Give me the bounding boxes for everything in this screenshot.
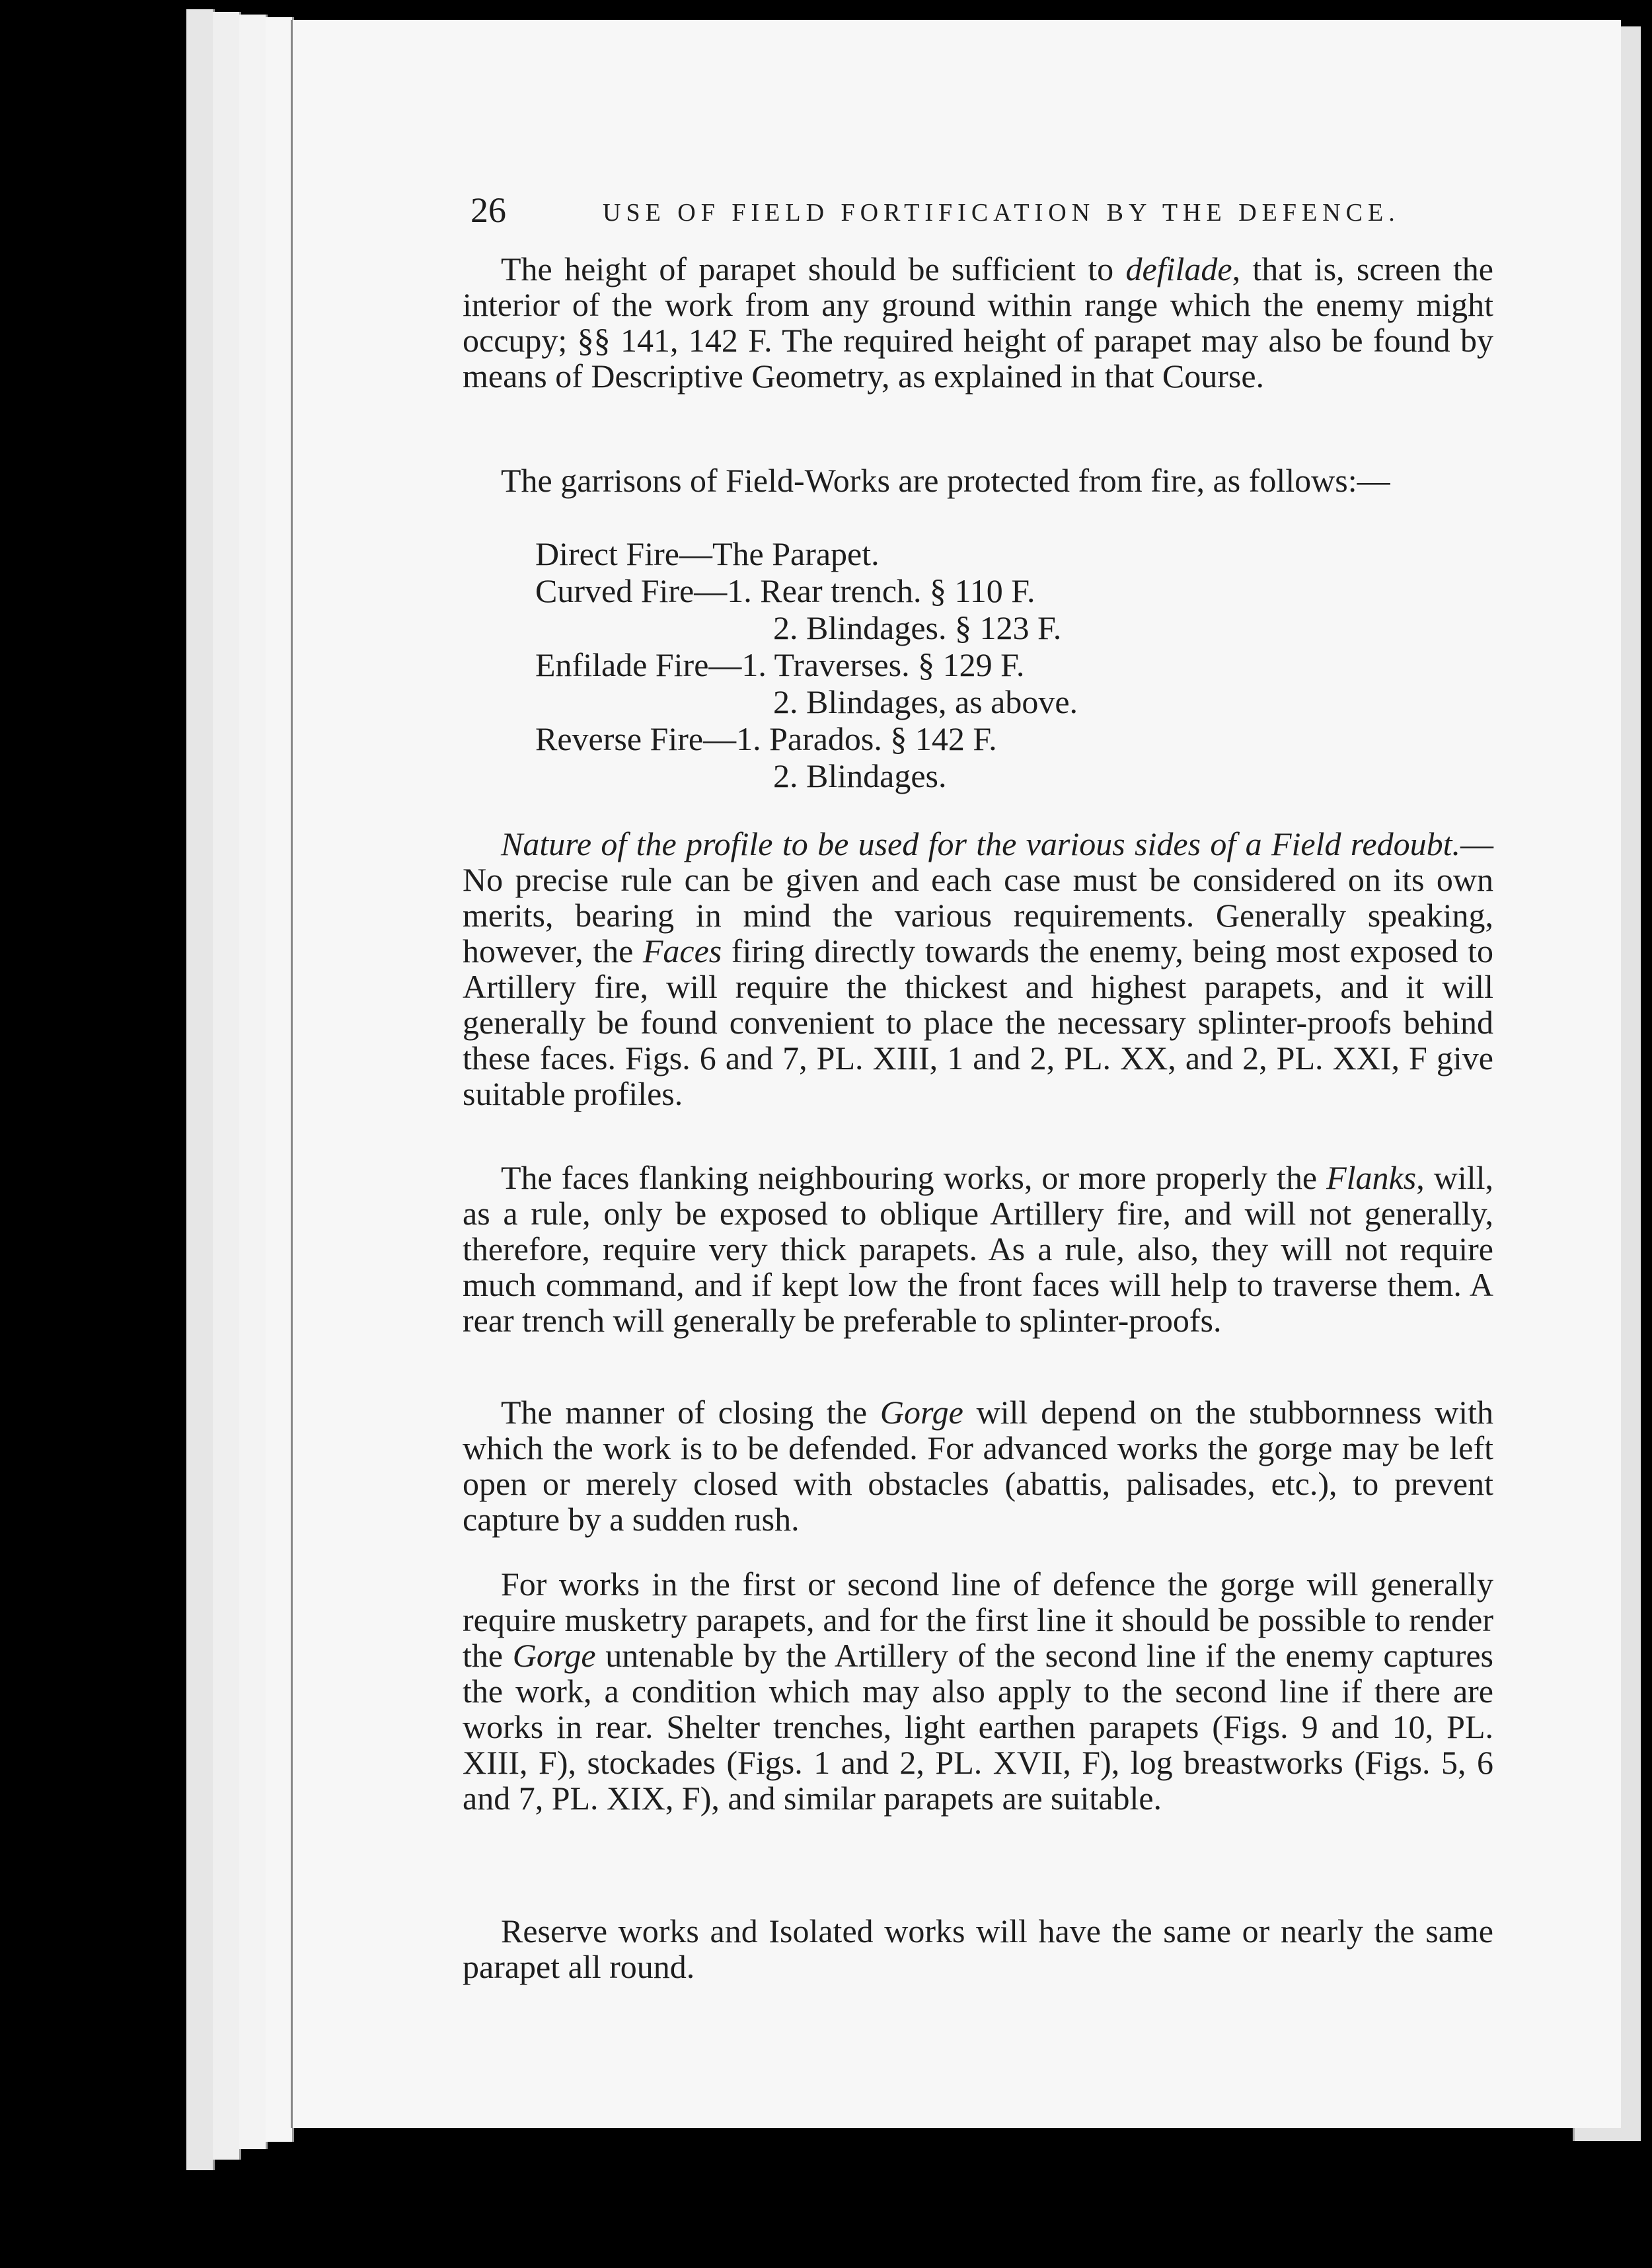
running-title: USE OF FIELD FORTIFICATION BY THE DEFENCE. [603, 199, 1400, 227]
list-item: 2. Blindages. [773, 757, 947, 794]
paragraph-reserve-works: Reserve works and Isolated works will have the same or nearly the same parapet all round. [463, 1912, 1493, 1985]
page-edge [213, 12, 241, 2160]
paragraph-flanks: The faces flanking neighbouring works, or more properly the Flanks, will, as a rule, only be exposed to oblique Artillery fire, and will not generally, therefore, require very thick parapets. As a rule, also, they will not require much command, and if kept low the front faces will help to traverse them. A rear trench will generally be preferable to splinter-proofs. [463, 1159, 1493, 1339]
paragraph-gorge: The manner of closing the Gorge will depend on the stubbornness with which the work is to be defended. For advanced works the gorge may be left open or merely closed with obstacles (abattis, palisades, etc.), to prevent capture by a sudden rush. [463, 1394, 1493, 1538]
list-item: 2. Blindages. § 123 F. [773, 609, 1062, 646]
paragraph-garrisons: The garrisons of Field-Works are protected from fire, as follows:— [501, 462, 1390, 499]
list-item: Direct Fire—The Parapet. [535, 535, 880, 572]
page-edge [239, 15, 268, 2149]
list-item: Enfilade Fire—1. Traverses. § 129 F. [535, 646, 1025, 683]
paragraph-profile: Nature of the profile to be used for the various sides of a Field redoubt.—No precise rule can be given and each case must be considered on its own merits, bearing in mind the various requirements. Generally speaking, however, the Faces firing directly towards the enemy, being most exposed to Artillery fire, will require the thickest and highest parapets, and it will generally be found convenient to place the necessary splinter-proofs behind these faces. Figs. 6 and 7, PL. XIII, 1 and 2, PL. XX, and 2, PL. XXI, F give suitable profiles. [463, 825, 1493, 1112]
paragraph-defilade: The height of parapet should be sufficient to defilade, that is, screen the interior of the work from any ground within range which the enemy might occupy; §§ 141, 142 F. The required height of parapet may also be found by means of Descriptive Geometry, as explained in that Course. [463, 250, 1493, 395]
page-number: 26 [470, 190, 506, 230]
list-item: Curved Fire—1. Rear trench. § 110 F. [535, 572, 1035, 609]
list-item: 2. Blindages, as above. [773, 683, 1078, 720]
fire-protection-list [535, 535, 1078, 794]
page-edge [186, 9, 215, 2170]
list-item: Reverse Fire—1. Parados. § 142 F. [535, 720, 997, 757]
page-edge [266, 17, 294, 2142]
paragraph-lines-of-defence: For works in the first or second line of defence the gorge will generally require musketry parapets, and for the first line it should be possible to render the Gorge untenable by the Artillery of the second line if the enemy captures the work, a condition which may also apply to the second line if there are works in rear. Shelter trenches, light earthen parapets (Figs. 9 and 10, PL. XIII, F), stockades (Figs. 1 and 2, PL. XVII, F), log breastworks (Figs. 5, 6 and 7, PL. XIX, F), and similar parapets are suitable. [463, 1566, 1493, 1817]
running-header [470, 190, 1400, 230]
section-heading: Nature of the profile to be used for the various sides of a Field redoubt. [501, 825, 1460, 862]
